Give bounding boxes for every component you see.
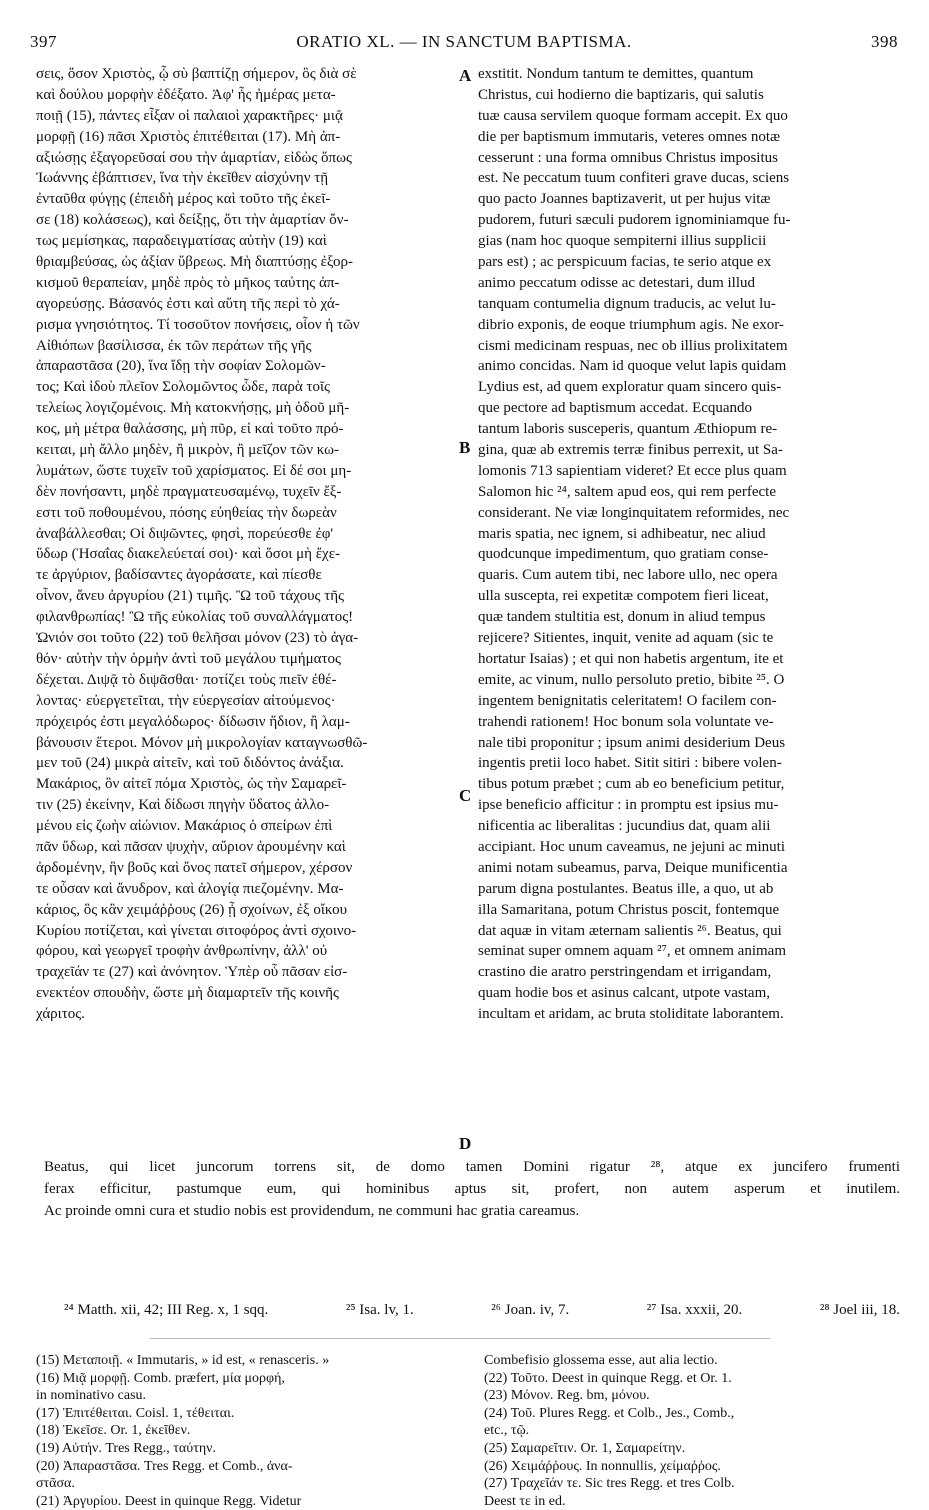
- footnote-line: (19) Αὐτήν. Tres Regg., ταύτην.: [36, 1440, 216, 1456]
- greek-text-line: αξιώσῃς ἐξαγορεῦσαί σου τὴν ἁμαρτίαν, εἰδὼς ὅπως: [36, 149, 352, 166]
- scripture-reference: ²⁶ Joan. iv, 7.: [491, 1302, 570, 1318]
- greek-text-line: Ὠνιόν σοι τοῦτο (22) τοῦ θελῆσαι μόνον (23) τὸ ἀγα-: [36, 630, 359, 647]
- latin-text-line: dibrio exponis, de eoque triumphum agis. Ne exor-: [478, 316, 784, 333]
- margin-marker-d: D: [459, 1134, 472, 1153]
- footnote-line: (26) Χειμάῤῥους. In nonnullis, χείμαῤῥος.: [484, 1458, 721, 1474]
- greek-text-line: Κυρίου ποτίζεται, καὶ γίνεται σιτοφόρος ἀντὶ σχοινο-: [36, 922, 357, 939]
- scripture-reference: ²⁸ Joel iii, 18.: [819, 1302, 900, 1318]
- greek-text-line: πᾶν ὕδωρ, καὶ πᾶσαν ψυχὴν, αὔριον ἀρουμένην καὶ: [36, 838, 346, 855]
- margin-marker-a: A: [459, 66, 472, 85]
- latin-text-line: exstitit. Nondum tantum te demittes, quantum: [478, 66, 754, 82]
- greek-text-line: μεν τοῦ (24) μικρὰ αἰτεῖν, καὶ τοῦ διδόντος ἀνάξια.: [36, 755, 344, 772]
- margin-marker-b: B: [459, 438, 471, 457]
- footnote-line: (16) Μιᾷ μορφῇ. Comb. præfert, μία μορφή,: [36, 1370, 285, 1386]
- page-number-right: 398: [871, 32, 898, 51]
- greek-text-line: τως μεμίσηκας, παραδειγματίσας αὐτὴν (19) καὶ: [36, 233, 327, 250]
- latin-text-line: emite, ac vinum, nullo persoluto pretio, bibite ²⁵. O: [478, 671, 785, 688]
- latin-text-line: die per baptismum immutaris, veteres omnes notæ: [478, 128, 781, 145]
- greek-text-line: ἀπαραστᾶσα (20), ἵνα ἴδῃ τὴν σοφίαν Σολομῶν-: [36, 358, 326, 375]
- greek-text-line: Μακάριος, ὃν αἰτεῖ πόμα Χριστὸς, ὡς τὴν Σαμαρεῖ-: [36, 776, 347, 793]
- full-width-text-line: Beatus, qui licet juncorum torrens sit, de domo tamen Domini rigatur ²⁸, atque ex juncifero frumenti: [44, 1159, 900, 1175]
- greek-text-line: θόν· αὐτὴν τὴν ὁρμὴν ἀντὶ τοῦ μεγάλου τιμήματος: [36, 650, 341, 667]
- latin-text-line: tanquam contumelia dignum traducis, ac velut lu-: [478, 295, 776, 312]
- greek-text-line: ἐνταῦθα φύγῃς (ἐπειδὴ μέρος καὶ τοῦτο τῆς ἐκεῖ-: [36, 191, 331, 208]
- latin-text-line: ulla suscepta, rei expetitæ compotem fieri liceat,: [478, 588, 769, 605]
- footnote-line: Deest τε in ed.: [484, 1493, 566, 1509]
- latin-text-line: nale tibi proponitur ; ipsum animi desiderium Deus: [478, 734, 786, 751]
- footnote-line: (23) Μόνον. Reg. bm, μόνου.: [484, 1388, 650, 1404]
- greek-text-line: τελείως λογιζομένοις. Μὴ κατοκνήσῃς, μὴ ὁδοῦ μῆ-: [36, 400, 350, 417]
- running-title: ORATIO XL. — IN SANCTUM BAPTISMA.: [296, 32, 632, 51]
- greek-text-line: ρισμα γνησιότητος. Τί τοσοῦτον πονήσεις, οἷον ἡ τῶν: [36, 316, 360, 333]
- latin-text-line: quodcunque impedimentum, quo gratiam conse-: [478, 546, 769, 563]
- latin-text-line: tibus potum præbet ; cum ab eo beneficium petitur,: [478, 776, 785, 793]
- latin-text-line: ingentem benignitatis celeritatem! O facilem con-: [478, 692, 777, 709]
- latin-text-line: illa Samaritana, potum Christus poscit, fontemque: [478, 901, 780, 918]
- latin-text-line: seminat super omnem aquam ²⁷, et omnem animam: [478, 943, 786, 960]
- greek-text-line: μένου εἰς ζωὴν αἰώνιον. Μακάριος ὁ σπείρων ἐπὶ: [36, 818, 333, 835]
- footnote-line: etc., τῷ.: [484, 1423, 530, 1439]
- footnote-line: (17) Ἐπιτέθειται. Coisl. 1, τέθειται.: [36, 1405, 235, 1421]
- greek-text-line: Ἰωάννης ἐβάπτισεν, ἵνα τὴν ἐκεῖθεν αἰσχύνην τῇ: [36, 170, 329, 187]
- latin-text-line: gias (nam hoc quoque sempiterni illius supplicii: [478, 233, 767, 250]
- greek-text-line: δὲν πονήσαντι, μηδὲ πραγματευσαμένῳ, τυχεῖν ἔξ-: [36, 483, 342, 500]
- latin-text-line: lomonis 713 sapientiam videret? Et ecce plus quam: [478, 462, 787, 479]
- latin-text-line: accipiant. Hoc unum caveamus, ne jejuni ac minuti: [478, 838, 785, 855]
- footnote-line: (15) Μεταποιῇ. « Immutaris, » id est, « renasceris. »: [36, 1353, 330, 1368]
- latin-text-line: animo concidas. Nam id quoque velut lapis quidam: [478, 358, 787, 375]
- latin-text-line: tantum laboris susceperis, quantum Æthiopum re-: [478, 421, 778, 438]
- greek-text-line: τιν (25) ἐκείνην, Καὶ δίδωσι πηγὴν ὕδατος ἀλλο-: [36, 797, 330, 814]
- latin-text-line: Lydius est, ad quem exploratur quam sincero quis-: [478, 379, 782, 396]
- footnote-divider: [150, 1338, 770, 1339]
- latin-text-line: trahendi rationem! Hoc bonum sola voluntate ve-: [478, 713, 774, 730]
- greek-text-line: λυμάτων, ὥστε τυχεῖν τοῦ χαρίσματος. Εἰ δέ σοι μη-: [36, 462, 352, 479]
- footnote-line: in nominativo casu.: [36, 1388, 147, 1404]
- greek-text-line: κισμοῦ θεραπείαν, μηδὲ πρὸς τὸ μῆκος ταύτης ἀπ-: [36, 274, 340, 291]
- greek-text-line: θριαμβεύσας, ὡς ἀξίαν ὕβρεως. Μὴ διαπτύσῃς ἐξορ-: [36, 254, 353, 271]
- latin-text-line: quaris. Cum autem tibi, nec labore ullo, nec opera: [478, 567, 778, 584]
- scripture-reference: ²⁵ Isa. lv, 1.: [345, 1302, 414, 1318]
- latin-text-line: Salomon hic ²⁴, saltem apud eos, qui rem perfecte: [478, 483, 776, 500]
- footnote-line: (25) Σαμαρεῖτιν. Or. 1, Σαμαρείτην.: [484, 1440, 686, 1456]
- scripture-reference: ²⁴ Matth. xii, 42; III Reg. x, 1 sqq.: [64, 1302, 269, 1318]
- latin-text-line: tuæ causa servilem quoque formam accepit. Ex quo: [478, 107, 788, 124]
- latin-text-line: quo pacto Joannes baptizaverit, ut per hujus vitæ: [478, 191, 771, 208]
- greek-text-line: καὶ δούλου μορφὴν ἐδέξατο. Ἀφ' ἧς ἡμέρας μετα-: [36, 86, 336, 103]
- latin-text-line: gina, quæ ab extremis terræ finibus perrexit, ut Sa-: [478, 442, 783, 459]
- greek-text-line: τε ἀργύριον, βαδίσαντες ἀγοράσατε, καὶ πίεσθε: [36, 567, 322, 584]
- footnote-line: (27) Τραχεῖάν τε. Sic tres Regg. et tres Colb.: [484, 1476, 735, 1492]
- latin-text-line: dat aquæ in vitam æternam salientis ²⁶. Beatus, qui: [478, 922, 782, 939]
- greek-text-line: μορφῇ (16) πᾶσι Χριστὸς ἐπιτέθειται (17). Μὴ ἀπ-: [36, 128, 341, 145]
- latin-text-line: incultam et aridam, ac bruta stoliditate laborantem.: [478, 1006, 784, 1023]
- greek-text-line: ὕδωρ (Ἡσαΐας διακελεύεταί σοι)· καὶ ὅσοι μὴ ἔχε-: [36, 546, 340, 563]
- greek-text-line: οἶνον, ἄνευ ἀργυρίου (21) τιμῆς. Ὢ τοῦ τάχους τῆς: [36, 588, 345, 605]
- footnote-line: (21) Ἀργυρίου. Deest in quinque Regg. Videtur: [36, 1493, 302, 1509]
- greek-text-line: τραχεῖάν τε (27) καὶ ἀνόνητον. Ὑπὲρ οὗ πᾶσαν εἰσ-: [36, 964, 348, 981]
- greek-text-line: τος; Καὶ ἰδοὺ πλεῖον Σολομῶντος ὧδε, παρὰ τοῖς: [36, 379, 330, 396]
- page-number-left: 397: [30, 32, 57, 51]
- latin-text-line: animi notam subeamus, parva, Deique munificentia: [478, 859, 788, 876]
- latin-text-line: est. Ne peccatum tuum confiteri grave ducas, sciens: [478, 170, 790, 187]
- latin-text-line: maris spatia, nec ignem, si adhibeatur, nec aliud: [478, 525, 766, 542]
- latin-text-line: cismi medicinam respuas, nec ob illius prolixitatem: [478, 337, 788, 354]
- greek-text-line: ἀναβάλλεσθαι; Οἱ διψῶντες, φησὶ, πορεύεσθε ἐφ': [36, 525, 334, 542]
- latin-text-line: ipse beneficio afficitur : in promptu est ipsius mu-: [478, 797, 779, 814]
- full-width-text-line: ferax efficitur, pastumque eum, qui hominibus aptus sit, profert, non autem asperum et inutilem.: [44, 1181, 900, 1197]
- greek-text-line: κος, μὴ μέτρα θαλάσσης, μὴ πῦρ, εἰ καὶ τοῦτο πρό-: [36, 421, 344, 438]
- footnote-line: (22) Τοῦτο. Deest in quinque Regg. et Or. 1.: [484, 1370, 732, 1386]
- greek-text-line: αγορεύσῃς. Βάσανός ἐστι καὶ αὕτη τῆς περὶ τὸ χά-: [36, 295, 340, 312]
- page-header: [30, 32, 898, 56]
- greek-text-line: χάριτος.: [36, 1006, 85, 1023]
- latin-text-line: que pectore ad baptismum accedat. Ecquando: [478, 400, 753, 417]
- greek-text-line: τε οὖσαν καὶ ἄνυδρον, καὶ ἀλογίᾳ πιεζομένην. Μα-: [36, 880, 344, 897]
- latin-text-line: cesserunt : una forma omnibus Christus impositus: [478, 149, 778, 166]
- greek-text-line: λοντας· εὐεργετεῖται, τὴν εὐεργεσίαν αἰτούμενος·: [36, 692, 336, 709]
- full-width-text-line: Ac proinde omni cura et studio nobis est providendum, ne communi hac gratia careamus.: [44, 1203, 580, 1219]
- greek-text-line: ἀρδομένην, ἣν βοῦς καὶ ὄνος πατεῖ σήμερον, χέρσον: [36, 859, 353, 876]
- greek-text-line: Αἰθιόπων βασίλισσα, ἐκ τῶν περάτων τῆς γῆς: [36, 337, 312, 354]
- latin-text-line: parum digna postulantes. Beatus ille, a quo, ut ab: [478, 880, 774, 897]
- latin-text-line: animo peccatum odisse ac detestari, dum illud: [478, 274, 756, 291]
- latin-text-line: Christus, cui hodierno die baptizaris, qui salutis: [478, 86, 764, 103]
- margin-marker-c: C: [459, 786, 472, 805]
- latin-text-column: [478, 64, 898, 1025]
- full-width-latin-text: [44, 1156, 900, 1222]
- footnotes-right: [484, 1352, 900, 1510]
- latin-text-line: quam hodie bos et asinus calcant, utpote vastam,: [478, 985, 771, 1002]
- latin-text-line: pudorem, futuri sæculi pudorem ignominiamque fu-: [478, 212, 791, 229]
- footnote-line: (20) Ἀπαραστᾶσα. Tres Regg. et Comb., ἀνα-: [36, 1458, 293, 1474]
- latin-text-line: rejicere? Sitientes, inquit, venite ad aquam (sic te: [478, 630, 774, 647]
- greek-text-line: δέχεται. Διψᾷ τὸ διψᾶσθαι· ποτίζει τοὺς πιεῖν ἐθέ-: [36, 671, 337, 688]
- footnote-line: Combefisio glossema esse, aut alia lectio.: [484, 1353, 718, 1368]
- scripture-reference: ²⁷ Isa. xxxii, 20.: [646, 1302, 743, 1318]
- footnote-line: (24) Τοῦ. Plures Regg. et Colb., Jes., Comb.,: [484, 1405, 735, 1421]
- latin-text-line: considerant. Ne viæ longinquitatem reformides, nec: [478, 504, 790, 521]
- footnotes-left: [36, 1352, 460, 1510]
- greek-text-line: ποιῇ (15), πάντες εἶξαν οἱ παλαιοὶ χαρακτῆρες· μιᾷ: [36, 107, 343, 124]
- greek-text-line: βάνουσιν ἕτεροι. Μόνον μὴ μικρολογίαν καταγνωσθῶ-: [36, 734, 368, 751]
- greek-text-line: σεις, ὅσον Χριστὸς, ᾧ σὺ βαπτίζῃ σήμερον, ὃς διὰ σὲ: [36, 66, 357, 82]
- greek-text-line: κάριος, ὃς κἂν χειμάῤῥους (26) ᾖ σχοίνων, ἐξ οἴκου: [36, 901, 348, 918]
- latin-text-line: nificentia ac liberalitas : jucundius dat, quam alii: [478, 818, 771, 835]
- greek-text-column: [36, 64, 458, 1025]
- footnote-line: (18) Ἐκεῖσε. Or. 1, ἐκεῖθεν.: [36, 1423, 191, 1439]
- latin-text-line: pars est) ; ac perspicuum facias, te serio atque ex: [478, 254, 772, 271]
- footnote-line: στᾶσα.: [36, 1476, 75, 1492]
- greek-text-line: σε (18) κολάσεως), καὶ δείξῃς, ὅτι τὴν ἁμαρτίαν ὄν-: [36, 212, 349, 229]
- latin-text-line: ingentis pretii loco habet. Sitit sitiri : bibere volen-: [478, 755, 782, 772]
- greek-text-line: ενεκτέον σπουδὴν, ὥστε μὴ διαμαρτεῖν τῆς κοινῆς: [36, 985, 339, 1002]
- greek-text-line: φιλανθρωπίας! Ὢ τῆς εὐκολίας τοῦ συναλλάγματος!: [36, 609, 354, 626]
- latin-text-line: quæ tandem stultitia est, donum in aliud tempus: [478, 609, 766, 626]
- greek-text-line: φόρου, καὶ γεωργεῖ τροφὴν ἀνθρωπίνην, ἀλλ' οὐ: [36, 943, 328, 960]
- greek-text-line: εστι τοῦ ποθουμένου, πόσης εὐηθείας τὴν δωρεὰν: [36, 504, 337, 521]
- greek-text-line: πρόχειρός ἐστι μεγαλόδωρος· δίδωσιν ἥδιον, ἢ λαμ-: [36, 713, 350, 730]
- latin-text-line: crastino die aratro perstringendam et irrigandam,: [478, 964, 772, 981]
- scripture-references: [64, 1302, 900, 1319]
- latin-text-line: hortatur Isaias) ; et qui non habetis argentum, ite et: [478, 650, 784, 667]
- greek-text-line: κειται, μὴ ἄλλο μηδὲν, ἢ μικρὸν, ἢ μεῖζον τῶν κω-: [36, 442, 340, 459]
